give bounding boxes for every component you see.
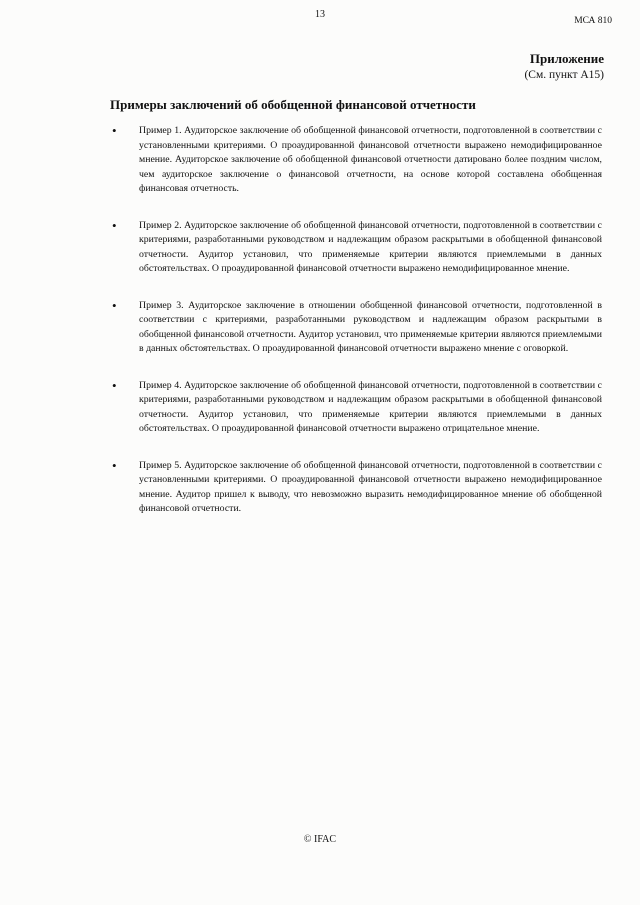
document-code: МСА 810 <box>574 16 612 26</box>
example-item-5 <box>112 459 602 517</box>
appendix-reference: (См. пункт А15) <box>524 68 604 81</box>
example-item-2 <box>112 219 602 277</box>
bullet-icon: • <box>112 123 117 138</box>
example-item-4 <box>112 379 602 437</box>
example-text-1: Пример 1. Аудиторское заключение об обобщенной финансовой отчетности, подготовленной в соответствии с установленными критериями. О проаудированной финансовой отчетности выражено немодифицированное мнение. Аудиторское заключение об обобщенной финансовой отчетности датировано более поздним числом, чем аудиторское заключение о финансовой отчетности, на основе которой составлена обобщенная финансовая отчетность. <box>139 125 602 194</box>
bullet-icon: • <box>112 217 117 233</box>
example-item-3 <box>112 299 602 357</box>
bullet-icon: • <box>112 377 117 393</box>
copyright-footer: © IFAC <box>303 834 337 845</box>
examples-list <box>112 124 602 539</box>
example-item-1 <box>112 124 602 197</box>
appendix-title: Приложение <box>529 51 604 66</box>
example-text-4: Пример 4. Аудиторское заключение об обобщенной финансовой отчетности, подготовленной в соответствии с критериями, разработанными руководством и надлежащим образом раскрытыми в обобщенной финансовой отчетности. Аудитор установил, что применяемые критерии являются приемлемыми в данных обстоятельствах. О проаудированной финансовой отчетности выражено отрицательное мнение. <box>139 379 602 434</box>
section-title: Примеры заключений об обобщенной финансовой отчетности <box>110 97 476 112</box>
example-text-2: Пример 2. Аудиторское заключение об обобщенной финансовой отчетности, подготовленной в соответствии с критериями, разработанными руководством и надлежащим образом раскрытыми в обобщенной финансовой отчетности. Аудитор установил, что применяемые критерии являются приемлемыми в данных обстоятельствах. О проаудированной финансовой отчетности выражено немодифицированное мнение. <box>139 219 602 274</box>
example-text-5: Пример 5. Аудиторское заключение об обобщенной финансовой отчетности, подготовленной в соответствии с установленными критериями. О проаудированной финансовой отчетности выражено немодифицированное мнение. Аудитор пришел к выводу, что невозможно выразить немодифицированное мнение об обобщенной финансовой отчетности. <box>139 459 602 514</box>
page-number: 13 <box>315 9 325 20</box>
bullet-icon: • <box>112 457 117 473</box>
appendix-block <box>524 50 604 83</box>
bullet-icon: • <box>112 297 117 313</box>
example-text-3: Пример 3. Аудиторское заключение в отношении обобщенной финансовой отчетности, подготовленной в соответствии с критериями, разработанными руководством и надлежащим образом раскрытыми в обобщенной финансовой отчетности. Аудитор установил, что применяемые критерии являются приемлемыми в данных обстоятельствах. О проаудированной финансовой отчетности выражено мнение с оговоркой. <box>139 299 602 354</box>
